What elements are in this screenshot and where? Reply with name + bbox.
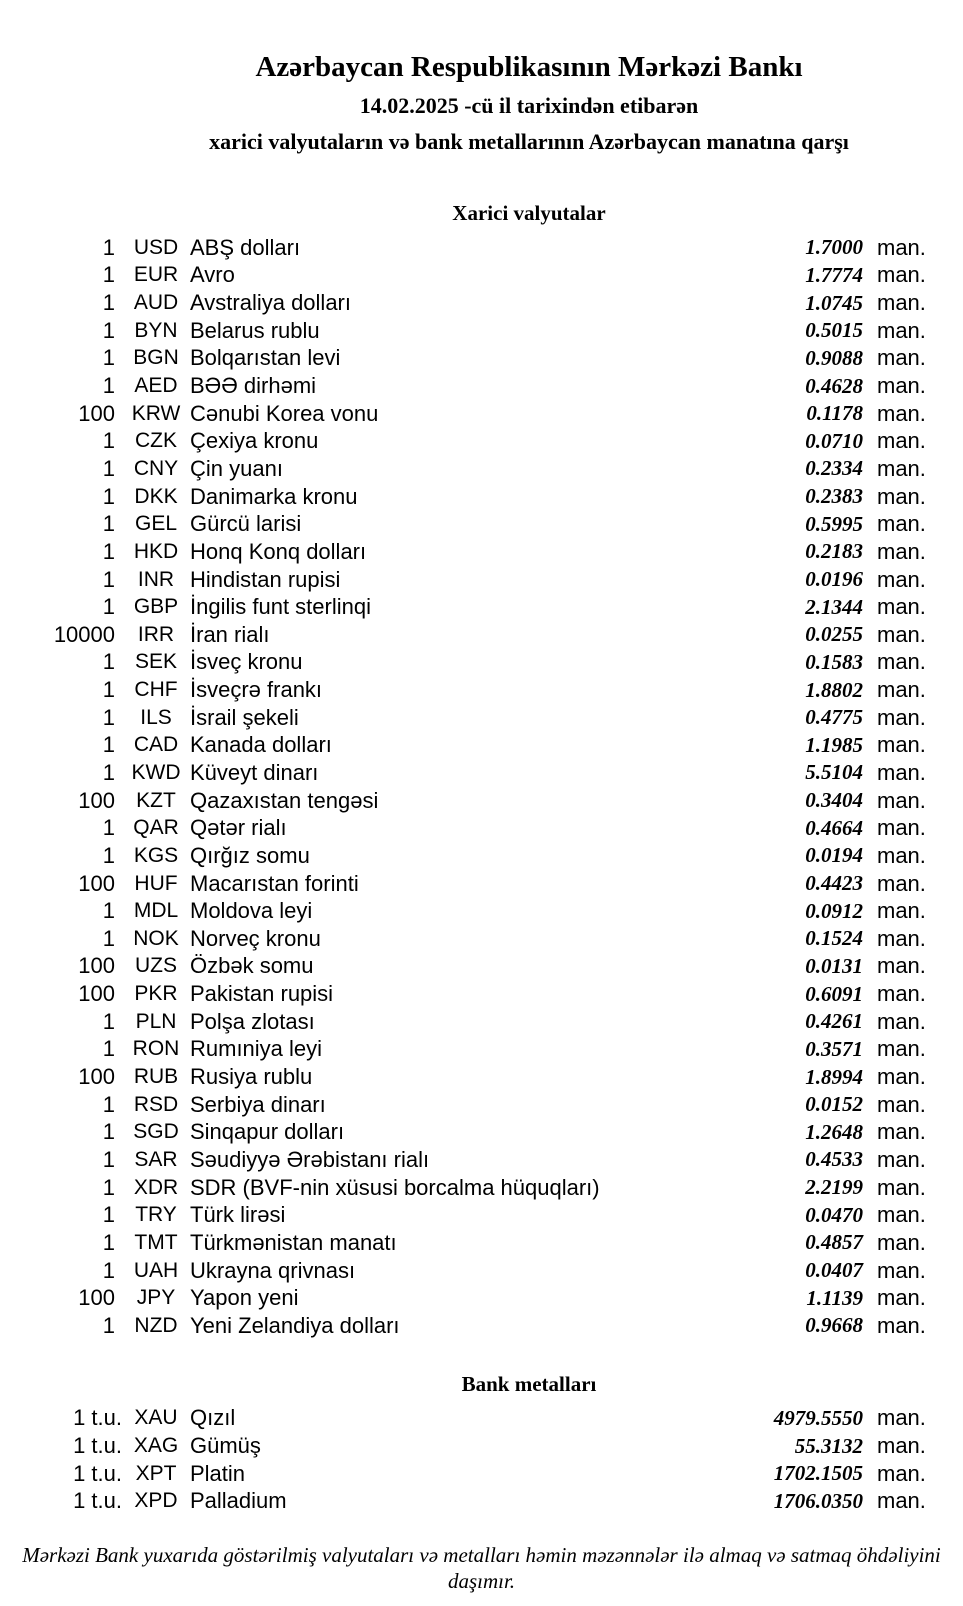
currency-name-cell: Pakistan rupisi <box>190 981 334 1007</box>
currency-row <box>0 1063 963 1091</box>
currency-name-cell: Türkmənistan manatı <box>190 1229 397 1255</box>
currency-code-cell: KRW <box>131 401 181 425</box>
quantity-cell: 1 <box>102 538 115 564</box>
rate-value-cell: 1.1985 <box>805 732 863 757</box>
currency-name-cell: Belarus rublu <box>190 317 320 343</box>
rate-value-cell: 1.7774 <box>805 262 863 287</box>
quantity-cell: 1 <box>102 594 115 620</box>
rate-value-cell: 0.3404 <box>805 788 863 813</box>
currency-code-cell: BGN <box>133 346 179 370</box>
metal-row <box>0 1405 963 1433</box>
quantity-cell: 1 <box>102 815 115 841</box>
rate-value-cell: 0.9668 <box>805 1313 863 1338</box>
currency-name-cell: Çexiya kronu <box>190 428 319 454</box>
metals-table <box>0 1405 963 1516</box>
rate-value-cell: 0.5995 <box>805 511 863 536</box>
currency-code-cell: HKD <box>133 539 179 563</box>
currency-name-cell: Danimarka kronu <box>190 483 358 509</box>
currency-row <box>0 676 963 704</box>
currency-code-cell: EUR <box>133 263 179 287</box>
currency-name-cell: Serbiya dinarı <box>190 1091 326 1117</box>
currency-code-cell: SAR <box>134 1147 178 1171</box>
rate-value-cell: 1.2648 <box>805 1119 863 1144</box>
currency-code-cell: XDR <box>133 1175 179 1199</box>
metal-row <box>0 1488 963 1516</box>
rate-value-cell: 0.0194 <box>805 843 863 868</box>
currency-name-cell: İsveçrə frankı <box>190 677 323 703</box>
currency-code-cell: SGD <box>133 1120 179 1144</box>
currency-name-cell: Macarıstan forinti <box>190 870 359 896</box>
unit-label-cell: man. <box>877 1174 926 1200</box>
currency-row <box>0 1119 963 1147</box>
currency-row <box>0 566 963 594</box>
currency-name-cell: Moldova leyi <box>190 898 313 924</box>
currency-name-cell: ABŞ dolları <box>190 234 301 260</box>
quantity-cell: 100 <box>78 400 115 426</box>
currency-row <box>0 953 963 981</box>
quantity-cell: 1 <box>102 649 115 675</box>
currency-code-cell: USD <box>133 235 179 259</box>
unit-label-cell: man. <box>877 1405 926 1431</box>
unit-label-cell: man. <box>877 1008 926 1034</box>
currency-row <box>0 704 963 732</box>
currency-code-cell: PLN <box>135 1009 177 1033</box>
rate-value-cell: 1.8802 <box>805 677 863 702</box>
unit-label-cell: man. <box>877 759 926 785</box>
document-header <box>0 0 963 155</box>
rate-value-cell: 0.9088 <box>805 345 863 370</box>
currency-code-cell: QAR <box>133 816 179 840</box>
unit-label-cell: man. <box>877 732 926 758</box>
quantity-cell: 1 t.u. <box>73 1460 122 1486</box>
currency-name-cell: Qırğız somu <box>190 842 310 868</box>
currency-code-cell: IRR <box>137 622 175 646</box>
currency-row <box>0 538 963 566</box>
unit-label-cell: man. <box>877 373 926 399</box>
currency-code-cell: XAU <box>134 1406 178 1430</box>
quantity-cell: 1 <box>102 566 115 592</box>
currency-row <box>0 842 963 870</box>
currency-code-cell: GEL <box>134 512 178 536</box>
unit-label-cell: man. <box>877 704 926 730</box>
quantity-cell: 1 <box>102 1202 115 1228</box>
quantity-cell: 10000 <box>53 621 115 647</box>
unit-label-cell: man. <box>877 981 926 1007</box>
quantity-cell: 1 <box>102 455 115 481</box>
footer-note: Mərkəzi Bank yuxarıda göstərilmiş valyutaları və metalları həmin məzənnələr ilə almaq və satmaq öhdəliyini daşımır. <box>22 1543 941 1594</box>
currency-name-cell: Türk lirəsi <box>190 1202 286 1228</box>
currency-code-cell: KZT <box>136 788 176 812</box>
currency-row <box>0 787 963 815</box>
currency-row <box>0 262 963 290</box>
currency-row <box>0 400 963 428</box>
currency-row <box>0 234 963 262</box>
currency-name-cell: Avstraliya dolları <box>190 290 351 316</box>
unit-label-cell: man. <box>877 815 926 841</box>
currency-row <box>0 870 963 898</box>
currency-row <box>0 372 963 400</box>
quantity-cell: 1 <box>102 1257 115 1283</box>
currency-code-cell: RSD <box>133 1092 179 1116</box>
rate-value-cell: 0.2383 <box>805 484 863 509</box>
unit-label-cell: man. <box>877 677 926 703</box>
rate-value-cell: 0.0470 <box>805 1202 863 1227</box>
currency-name-cell: SDR (BVF-nin xüsusi borcalma hüquqları) <box>190 1174 600 1200</box>
currency-row <box>0 1284 963 1312</box>
unit-label-cell: man. <box>877 317 926 343</box>
currency-name-cell: Bolqarıstan levi <box>190 345 341 371</box>
currency-name-cell: Norveç kronu <box>190 925 321 951</box>
rate-value-cell: 1706.0350 <box>773 1488 863 1513</box>
quantity-cell: 100 <box>78 953 115 979</box>
rate-value-cell: 0.0152 <box>805 1092 863 1117</box>
rate-value-cell: 0.1524 <box>805 926 863 951</box>
currency-name-cell: Səudiyyə Ərəbistanı rialı <box>190 1146 430 1172</box>
currency-name-cell: Cənubi Korea vonu <box>190 400 379 426</box>
quantity-cell: 1 <box>102 234 115 260</box>
quantity-cell: 100 <box>78 787 115 813</box>
quantity-cell: 100 <box>78 1285 115 1311</box>
currency-row <box>0 814 963 842</box>
effective-date-line: 14.02.2025 -cü il tarixindən etibarən <box>359 93 699 118</box>
quantity-cell: 1 t.u. <box>73 1433 122 1459</box>
quantity-cell: 1 t.u. <box>73 1488 122 1514</box>
currency-code-cell: AED <box>134 374 178 398</box>
rate-value-cell: 2.1344 <box>805 594 863 619</box>
rate-value-cell: 5.5104 <box>805 760 863 785</box>
unit-label-cell: man. <box>877 1460 926 1486</box>
currency-code-cell: HUF <box>134 871 178 895</box>
currency-name-cell: Avro <box>190 262 235 288</box>
quantity-cell: 1 <box>102 373 115 399</box>
currency-name-cell: Gürcü larisi <box>190 511 302 537</box>
currency-code-cell: SEK <box>134 650 178 674</box>
currency-row <box>0 483 963 511</box>
quantity-cell: 100 <box>78 870 115 896</box>
currency-code-cell: KWD <box>131 760 181 784</box>
unit-label-cell: man. <box>877 566 926 592</box>
unit-label-cell: man. <box>877 1036 926 1062</box>
currency-code-cell: CNY <box>133 456 179 480</box>
unit-label-cell: man. <box>877 842 926 868</box>
currency-code-cell: TRY <box>135 1203 177 1227</box>
rate-value-cell: 0.4261 <box>805 1009 863 1034</box>
currency-name-cell: Qətər rialı <box>190 815 287 841</box>
currency-code-cell: JPY <box>136 1286 176 1310</box>
quantity-cell: 1 <box>102 1312 115 1338</box>
unit-label-cell: man. <box>877 1064 926 1090</box>
rate-value-cell: 1.8994 <box>805 1064 863 1089</box>
unit-label-cell: man. <box>877 400 926 426</box>
currency-name-cell: Ukrayna qrivnası <box>190 1257 356 1283</box>
currency-row <box>0 732 963 760</box>
quantity-cell: 1 <box>102 677 115 703</box>
unit-label-cell: man. <box>877 455 926 481</box>
quantity-cell: 1 <box>102 1091 115 1117</box>
currency-code-cell: XAG <box>133 1434 179 1458</box>
quantity-cell: 1 <box>102 1229 115 1255</box>
currency-row <box>0 1146 963 1174</box>
currencies-section-title: Xarici valyutalar <box>452 201 606 225</box>
currency-code-cell: DKK <box>134 484 178 508</box>
currency-row <box>0 925 963 953</box>
currency-row <box>0 1257 963 1285</box>
currency-name-cell: Çin yuanı <box>190 455 283 481</box>
unit-label-cell: man. <box>877 483 926 509</box>
unit-label-cell: man. <box>877 649 926 675</box>
unit-label-cell: man. <box>877 870 926 896</box>
quantity-cell: 1 <box>102 898 115 924</box>
currency-name-cell: Honq Konq dolları <box>190 538 367 564</box>
unit-label-cell: man. <box>877 898 926 924</box>
currency-name-cell: Palladium <box>190 1488 287 1514</box>
currency-code-cell: CZK <box>135 429 177 453</box>
unit-label-cell: man. <box>877 1285 926 1311</box>
rate-value-cell: 0.1178 <box>806 401 863 426</box>
metal-row <box>0 1460 963 1488</box>
rate-value-cell: 0.0710 <box>805 428 863 453</box>
quantity-cell: 100 <box>78 1064 115 1090</box>
rate-value-cell: 0.5015 <box>805 318 863 343</box>
rate-value-cell: 0.4423 <box>805 871 863 896</box>
unit-label-cell: man. <box>877 511 926 537</box>
currency-row <box>0 621 963 649</box>
currency-row <box>0 317 963 345</box>
quantity-cell: 1 <box>102 262 115 288</box>
currency-name-cell: Qazaxıstan tengəsi <box>190 787 379 813</box>
currency-row <box>0 1091 963 1119</box>
unit-label-cell: man. <box>877 787 926 813</box>
rate-value-cell: 0.0912 <box>805 898 863 923</box>
currency-row <box>0 289 963 317</box>
unit-label-cell: man. <box>877 262 926 288</box>
quantity-cell: 1 <box>102 290 115 316</box>
unit-label-cell: man. <box>877 1091 926 1117</box>
currency-code-cell: MDL <box>133 899 179 923</box>
currency-row <box>0 1312 963 1340</box>
quantity-cell: 1 <box>102 925 115 951</box>
bank-title: Azərbaycan Respublikasının Mərkəzi Bankı <box>255 51 803 83</box>
unit-label-cell: man. <box>877 538 926 564</box>
rate-value-cell: 0.4533 <box>805 1147 863 1172</box>
unit-label-cell: man. <box>877 345 926 371</box>
currency-row <box>0 1036 963 1064</box>
currency-name-cell: Küveyt dinarı <box>190 759 319 785</box>
rate-value-cell: 2.2199 <box>805 1175 863 1200</box>
currency-code-cell: CAD <box>133 733 179 757</box>
currency-name-cell: Qızıl <box>190 1405 236 1431</box>
unit-label-cell: man. <box>877 290 926 316</box>
unit-label-cell: man. <box>877 1202 926 1228</box>
currency-code-cell: UAH <box>133 1258 179 1282</box>
currency-name-cell: BƏƏ dirhəmi <box>190 373 317 399</box>
unit-label-cell: man. <box>877 428 926 454</box>
currency-row <box>0 593 963 621</box>
currency-code-cell: KGS <box>133 843 179 867</box>
currency-name-cell: İran rialı <box>190 621 270 647</box>
rate-value-cell: 0.0196 <box>805 567 863 591</box>
quantity-cell: 1 <box>102 704 115 730</box>
currency-row <box>0 1229 963 1257</box>
quantity-cell: 1 <box>102 1174 115 1200</box>
rate-value-cell: 0.4664 <box>805 815 863 840</box>
currency-code-cell: BYN <box>134 318 178 342</box>
quantity-cell: 1 <box>102 483 115 509</box>
rate-value-cell: 0.1583 <box>805 649 863 674</box>
currency-code-cell: TMT <box>134 1230 178 1254</box>
rate-value-cell: 55.3132 <box>794 1433 863 1458</box>
quantity-cell: 1 <box>102 842 115 868</box>
currency-row <box>0 1008 963 1036</box>
rate-value-cell: 0.4857 <box>805 1230 863 1255</box>
currency-code-cell: PKR <box>134 982 178 1006</box>
currency-name-cell: Platin <box>190 1460 246 1486</box>
currency-name-cell: İsrail şekeli <box>190 704 299 730</box>
currency-name-cell: Hindistan rupisi <box>190 566 341 592</box>
unit-label-cell: man. <box>877 594 926 620</box>
currency-name-cell: Yeni Zelandiya dolları <box>190 1312 400 1338</box>
quantity-cell: 100 <box>78 981 115 1007</box>
rate-value-cell: 1702.1505 <box>773 1461 863 1486</box>
rate-value-cell: 0.0131 <box>805 953 863 978</box>
currency-row <box>0 980 963 1008</box>
currency-row <box>0 759 963 787</box>
currency-code-cell: RON <box>132 1037 180 1061</box>
quantity-cell: 1 t.u. <box>73 1405 122 1431</box>
unit-label-cell: man. <box>877 953 926 979</box>
metals-section-title: Bank metalları <box>461 1371 597 1396</box>
unit-label-cell: man. <box>877 1312 926 1338</box>
currency-code-cell: AUD <box>133 291 179 315</box>
currency-name-cell: Rumıniya leyi <box>190 1036 323 1062</box>
rate-value-cell: 0.3571 <box>805 1036 863 1061</box>
unit-label-cell: man. <box>877 1229 926 1255</box>
quantity-cell: 1 <box>102 317 115 343</box>
currency-name-cell: İsveç kronu <box>190 649 303 675</box>
currency-name-cell: İngilis funt sterlinqi <box>190 594 371 620</box>
currency-row <box>0 455 963 483</box>
rate-value-cell: 4979.5550 <box>773 1405 863 1430</box>
document-subtitle: xarici valyutaların və bank metallarının Azərbaycan manatına qarşı <box>209 129 849 154</box>
quantity-cell: 1 <box>102 511 115 537</box>
currency-code-cell: CHF <box>134 678 178 702</box>
rate-value-cell: 0.4775 <box>805 705 863 730</box>
currency-name-cell: Gümüş <box>190 1433 261 1459</box>
unit-label-cell: man. <box>877 925 926 951</box>
unit-label-cell: man. <box>877 1488 926 1514</box>
rate-value-cell: 0.2334 <box>805 456 863 481</box>
quantity-cell: 1 <box>102 1036 115 1062</box>
currency-name-cell: Kanada dolları <box>190 732 332 758</box>
currency-code-cell: ILS <box>140 705 172 729</box>
currency-code-cell: NZD <box>134 1313 178 1337</box>
currency-row <box>0 1201 963 1229</box>
unit-label-cell: man. <box>877 234 926 260</box>
currency-name-cell: Rusiya rublu <box>190 1064 313 1090</box>
currency-name-cell: Yapon yeni <box>190 1285 299 1311</box>
rate-value-cell: 0.2183 <box>805 539 863 564</box>
currency-code-cell: RUB <box>133 1065 179 1089</box>
unit-label-cell: man. <box>877 1257 926 1283</box>
rate-value-cell: 0.0255 <box>805 622 863 647</box>
quantity-cell: 1 <box>102 1008 115 1034</box>
rate-value-cell: 1.0745 <box>805 290 863 315</box>
quantity-cell: 1 <box>102 1146 115 1172</box>
unit-label-cell: man. <box>877 1433 926 1459</box>
currency-code-cell: XPT <box>135 1461 177 1485</box>
unit-label-cell: man. <box>877 621 926 647</box>
currency-row <box>0 510 963 538</box>
quantity-cell: 1 <box>102 428 115 454</box>
rate-value-cell: 1.7000 <box>805 235 863 260</box>
currency-code-cell: NOK <box>133 926 179 950</box>
currency-row <box>0 345 963 373</box>
currency-row <box>0 1174 963 1202</box>
currency-name-cell: Sinqapur dolları <box>190 1119 345 1145</box>
rate-value-cell: 0.0407 <box>805 1258 863 1283</box>
quantity-cell: 1 <box>102 1119 115 1145</box>
currency-name-cell: Özbək somu <box>190 953 314 979</box>
quantity-cell: 1 <box>102 345 115 371</box>
currency-code-cell: GBP <box>133 595 179 619</box>
currency-row <box>0 897 963 925</box>
unit-label-cell: man. <box>877 1119 926 1145</box>
currency-code-cell: INR <box>137 567 175 591</box>
quantity-cell: 1 <box>102 732 115 758</box>
metal-row <box>0 1432 963 1460</box>
currency-code-cell: UZS <box>135 954 177 978</box>
currency-name-cell: Polşa zlotası <box>190 1008 315 1034</box>
currency-row <box>0 427 963 455</box>
currency-row <box>0 649 963 677</box>
rate-value-cell: 0.6091 <box>805 981 863 1006</box>
currencies-table <box>0 234 963 1340</box>
currency-code-cell: XPD <box>134 1489 178 1513</box>
quantity-cell: 1 <box>102 759 115 785</box>
rate-value-cell: 0.4628 <box>805 373 863 398</box>
rate-value-cell: 1.1139 <box>806 1285 863 1310</box>
unit-label-cell: man. <box>877 1146 926 1172</box>
